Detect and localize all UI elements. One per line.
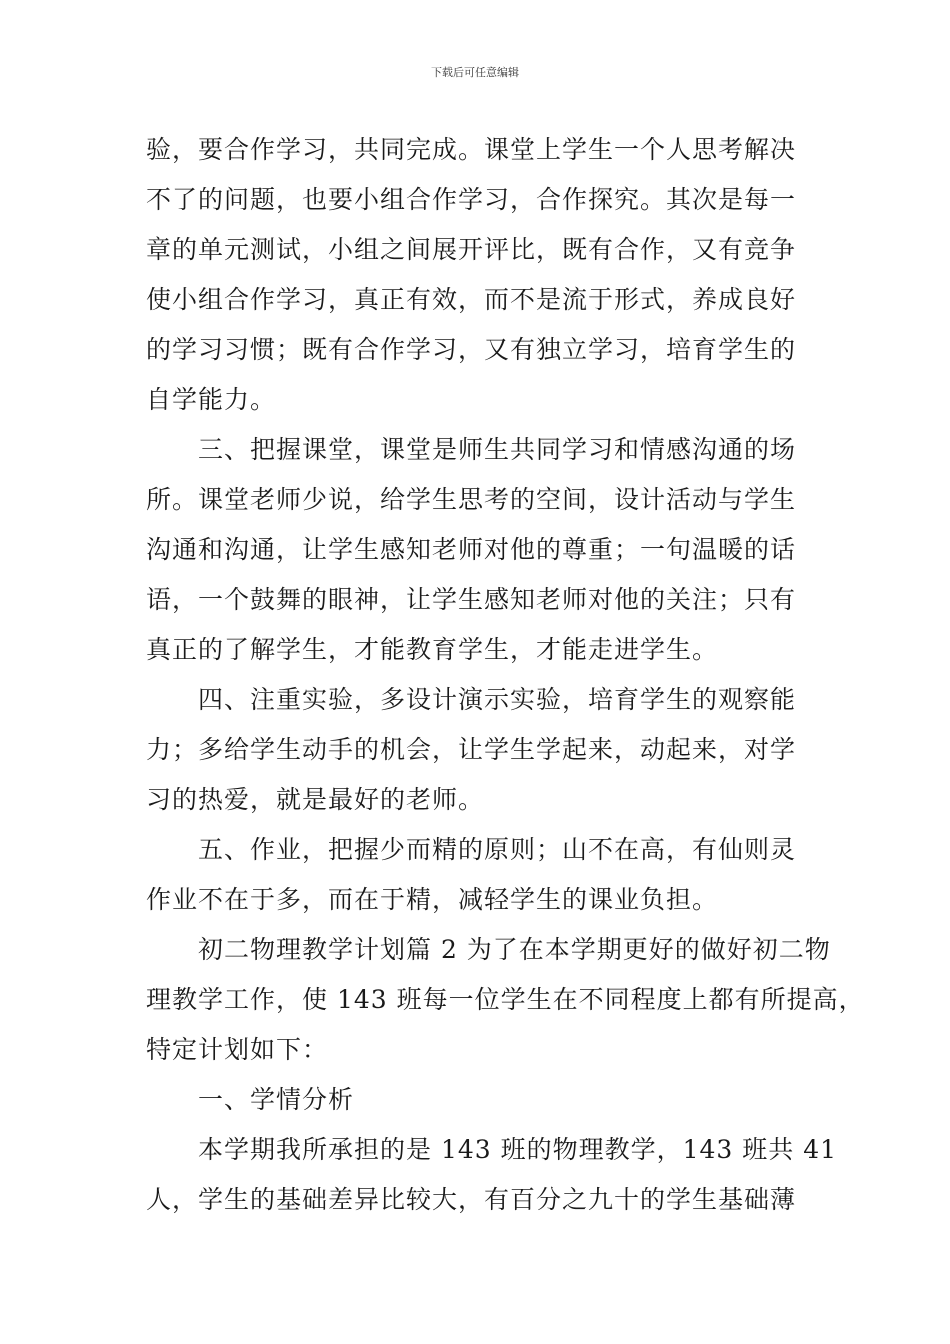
paragraph-start-line: 初二物理教学计划篇 2 为了在本学期更好的做好初二物 <box>198 935 831 964</box>
text-line: 理教学工作，使 143 班每一位学生在不同程度上都有所提高， <box>146 985 865 1014</box>
text-line: 的学习习惯；既有合作学习，又有独立学习，培育学生的 <box>146 335 797 364</box>
text-line: 语，一个鼓舞的眼神，让学生感知老师对他的关注；只有 <box>146 585 797 614</box>
text-line: 自学能力。 <box>146 385 277 414</box>
text-line: 人，学生的基础差异比较大，有百分之九十的学生基础薄 <box>146 1185 797 1214</box>
text-line: 力；多给学生动手的机会，让学生学起来，动起来，对学 <box>146 735 797 764</box>
paragraph-start-line: 五、作业，把握少而精的原则；山不在高，有仙则灵 <box>198 835 797 864</box>
text-line: 沟通和沟通，让学生感知老师对他的尊重；一句温暖的话 <box>146 535 797 564</box>
document-body <box>146 125 865 1225</box>
text-line: 特定计划如下： <box>146 1035 329 1064</box>
text-line: 所。课堂老师少说，给学生思考的空间，设计活动与学生 <box>146 485 797 514</box>
paragraph-start-line: 本学期我所承担的是 143 班的物理教学，143 班共 41 <box>198 1135 838 1164</box>
paragraph-start-line: 三、把握课堂，课堂是师生共同学习和情感沟通的场 <box>198 435 797 464</box>
paragraph-start-line: 四、注重实验，多设计演示实验，培育学生的观察能 <box>198 685 797 714</box>
text-line: 验，要合作学习，共同完成。课堂上学生一个人思考解决 <box>146 135 797 164</box>
text-line: 不了的问题，也要小组合作学习，合作探究。其次是每一 <box>146 185 797 214</box>
text-line: 真正的了解学生，才能教育学生，才能走进学生。 <box>146 635 719 664</box>
section-heading: 一、学情分析 <box>198 1085 355 1114</box>
text-line: 习的热爱，就是最好的老师。 <box>146 785 485 814</box>
text-line: 使小组合作学习，真正有效，而不是流于形式，养成良好 <box>146 285 797 314</box>
text-line: 章的单元测试，小组之间展开评比，既有合作，又有竞争 <box>146 235 797 264</box>
page-header: 下载后可任意编辑 <box>431 66 519 79</box>
text-line: 作业不在于多，而在于精，减轻学生的课业负担。 <box>146 885 719 914</box>
